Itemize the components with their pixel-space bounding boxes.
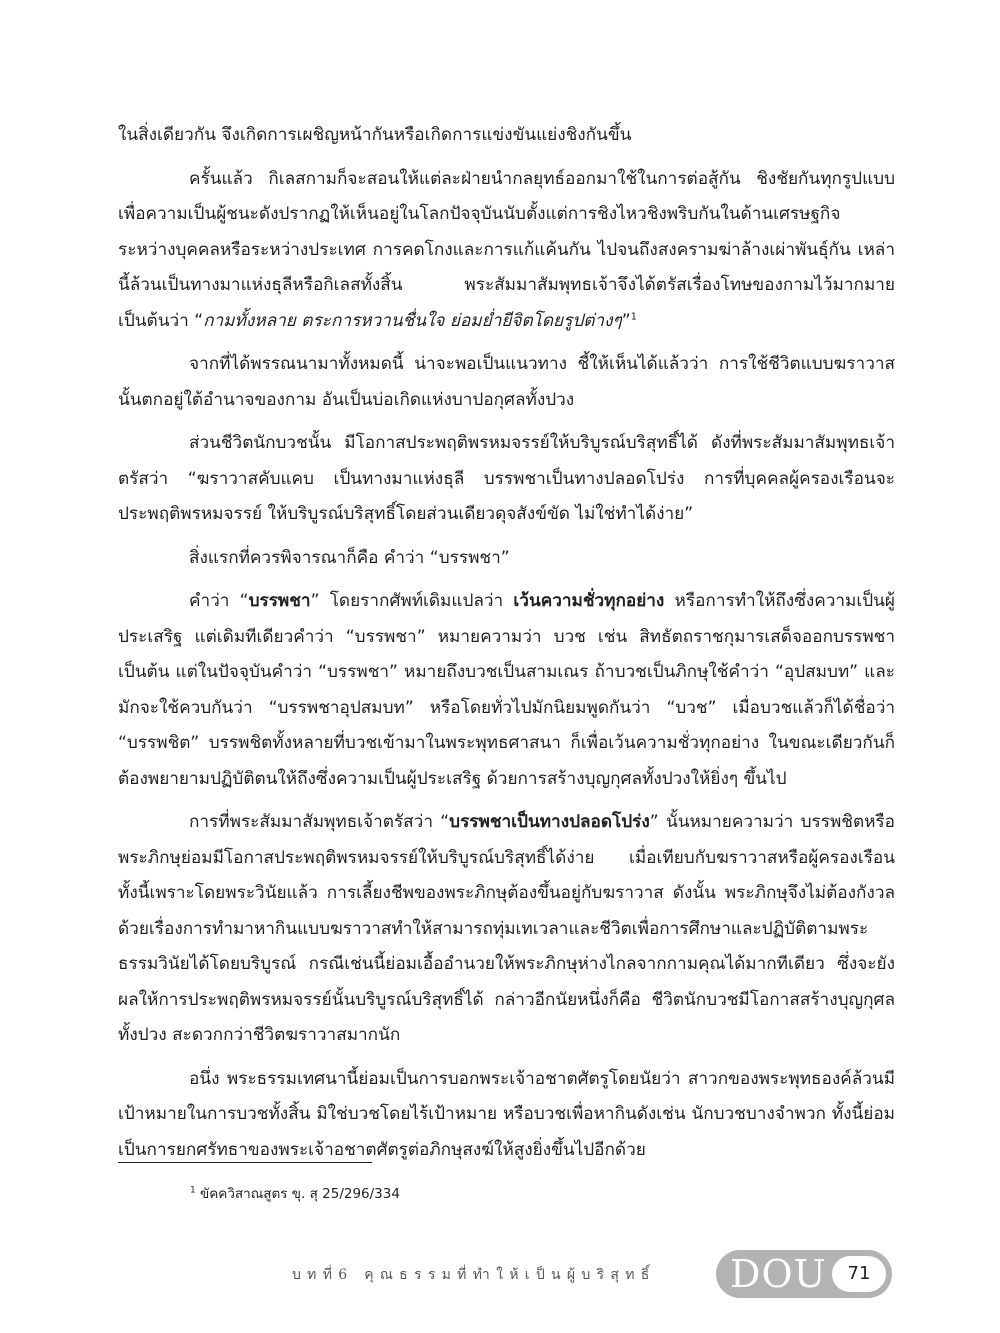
- footnote-text: ขัคควิสาณสูตร ขุ. สุ 25/296/334: [200, 1186, 400, 1202]
- paragraph-5-text: สิ่งแรกที่ควรพิจารณาก็คือ คำว่า “บรรพชา”: [189, 547, 510, 568]
- kama-quote: กามทั้งหลาย ตระการหวานชื่นใจ ย่อมย่ำยีจิตโดยรูปต่างๆ: [203, 310, 622, 331]
- paragraph-8-text: อนึ่ง พระธรรมเทศนานี้ย่อมเป็นการบอกพระเจ้าอชาตศัตรูโดยนัยว่า สาวกของพระพุทธองค์ล้วนมีเป้าหมายในการบวชทั้งสิ้น มิใช่บวชโดยไร้เป้าหมาย หรือบวชเพื่อหากินดังเช่น นักบวชบางจำพวก ทั้งนี้ย่อมเป็นการยกศรัทธาของพระเจ้าอชาตศัตรูต่อภิกษุสงฆ์ให้สูงยิ่งขึ้นไปอีกด้วย: [118, 1068, 895, 1160]
- page-number: 71: [832, 1256, 886, 1292]
- chapter-title: บทที่6 คุณธรรมที่ทำให้เป็นผู้บริสุทธิ์: [292, 1267, 656, 1283]
- paragraph-4: [118, 426, 895, 533]
- paragraph-3: [118, 347, 895, 418]
- paragraph-1: [118, 118, 895, 154]
- term-refrain-evil: เว้นความชั่วทุกอย่าง: [513, 591, 665, 611]
- paragraph-6-text-c: หรือการทำให้ถึงซึ่งความเป็นผู้ประเสริฐ แต่เดิมทีเดียวคำว่า “บรรพชา” หมายความว่า บวช เช่น สิทธัตถราชกุมารเสด็จออกบรรพชา เป็นต้น แต่ในปัจจุบันคำว่า “บรรพชา” หมายถึงบวชเป็นสามเณร ถ้าบวชเป็นภิกษุใช้คำว่า “อุปสมบท” และมักจะใช้ควบกันว่า “บรรพชาอุปสมบท” หรือโดยทั่วไปมักนิยมพูดกันว่า “บวช” เมื่อบวชแล้วก็ได้ชื่อว่า “บรรพชิต” บรรพชิตทั้งหลายที่บวชเข้ามาในพระพุทธศาสนา ก็เพื่อเว้นความชั่วทุกอย่าง ในขณะเดียวกันก็ต้องพยายามปฏิบัติตนให้ถึงซึ่งความเป็นผู้ประเสริฐ ด้วยการสร้างบุญกุศลทั้งปวงให้ยิ่งๆ ขึ้นไป: [118, 591, 895, 789]
- quote-close: ”: [621, 310, 631, 331]
- paragraph-5: [118, 541, 895, 577]
- footnote-divider: [118, 1162, 372, 1163]
- footnote-number: 1: [190, 1185, 196, 1196]
- paragraph-1-text: ในสิ่งเดียวกัน จึงเกิดการเผชิญหน้ากันหรือเกิดการแข่งขันแย่งชิงกันขึ้น: [118, 125, 632, 145]
- paragraph-6: [118, 584, 895, 797]
- paragraph-8: [118, 1062, 895, 1169]
- paragraph-7-text-b: ” นั้นหมายความว่า บรรพชิตหรือพระภิกษุย่อมมีโอกาสประพฤติพรหมจรรย์ให้บริบูรณ์บริสุทธิ์ได้ง่าย เมื่อเทียบกับฆราวาสหรือผู้ครองเรือน ทั้งนี้เพราะโดยพระวินัยแล้ว การเลี้ยงชีพของพระภิกษุต้องขึ้นอยู่กับฆราวาส ดังนั้น พระภิกษุจึงไม่ต้องกังวลด้วยเรื่องการทำมาหากินแบบฆราวาสทำให้สามารถทุ่มเทเวลาและชีวิตเพื่อการศึกษาและปฏิบัติตามพระธรรมวินัยได้โดยบริบูรณ์ กรณีเช่นนี้ย่อมเอื้ออำนวยให้พระภิกษุห่างไกลจากกามคุณได้มากทีเดียว ซึ่งจะยังผลให้การประพฤติพรหมจรรย์นั้นบริบูรณ์บริสุทธิ์ได้ กล่าวอีกนัยหนึ่งก็คือ ชีวิตนักบวชมีโอกาสสร้างบุญกุศลทั้งปวง สะดวกกว่าชีวิตฆราวาสมากนัก: [118, 812, 895, 1045]
- paragraph-6-text-a: คำว่า “: [189, 591, 249, 611]
- paragraph-7-text-a: การที่พระสัมมาสัมพุทธเจ้าตรัสว่า “: [189, 812, 450, 832]
- footnote-marker: 1: [630, 310, 637, 322]
- page-badge: [716, 1250, 892, 1298]
- paragraph-3-text: จากที่ได้พรรณนามาทั้งหมดนี้ น่าจะพอเป็นแนวทาง ชี้ให้เห็นได้แล้วว่า การใช้ชีวิตแบบฆราวาสนั้นตกอยู่ใต้อำนาจของกาม อันเป็นบ่อเกิดแห่งบาปอกุศลทั้งปวง: [118, 354, 895, 410]
- paragraph-6-text-b: ” โดยรากศัพท์เดิมแปลว่า: [310, 591, 514, 611]
- footnote: [190, 1184, 400, 1204]
- main-text: [118, 118, 895, 1176]
- term-open-path: บรรพชาเป็นทางปลอดโปร่ง: [449, 812, 650, 832]
- term-banpacha: บรรพชา: [248, 591, 311, 611]
- paragraph-4-text: ส่วนชีวิตนักบวชนั้น มีโอกาสประพฤติพรหมจรรย์ให้บริบูรณ์บริสุทธิ์ได้ ดังที่พระสัมมาสัมพุทธเจ้าตรัสว่า “ฆราวาสคับแคบ เป็นทางมาแห่งธุลี บรรพชาเป็นทางปลอดโปร่ง การที่บุคคลผู้ครองเรือนจะประพฤติพรหมจรรย์ ให้บริบูรณ์บริสุทธิ์โดยส่วนเดียวดุจสังข์ขัด ไม่ใช่ทำได้ง่าย”: [118, 433, 895, 524]
- paragraph-2: [118, 162, 895, 340]
- dou-logo: DOU: [730, 1252, 827, 1296]
- paragraph-2-text: ครั้นแล้ว กิเลสกามก็จะสอนให้แต่ละฝ่ายนำกลยุทธ์ออกมาใช้ในการต่อสู้กัน ชิงชัยกันทุกรูปแบบ เพื่อความเป็นผู้ชนะดังปรากฏให้เห็นอยู่ในโลกปัจจุบันนับตั้งแต่การชิงไหวชิงพริบกันในด้านเศรษฐกิจระหว่างบุคคลหรือระหว่างประเทศ การคดโกงและการแก้แค้นกัน ไปจนถึงสงครามฆ่าล้างเผ่าพันธุ์กัน เหล่านี้ล้วนเป็นทางมาแห่งธุลีหรือกิเลสทั้งสิ้น พระสัมมาสัมพุทธเจ้าจึงได้ตรัสเรื่องโทษของกามไว้มากมาย เป็นต้นว่า “: [118, 168, 895, 331]
- paragraph-7: [118, 805, 895, 1054]
